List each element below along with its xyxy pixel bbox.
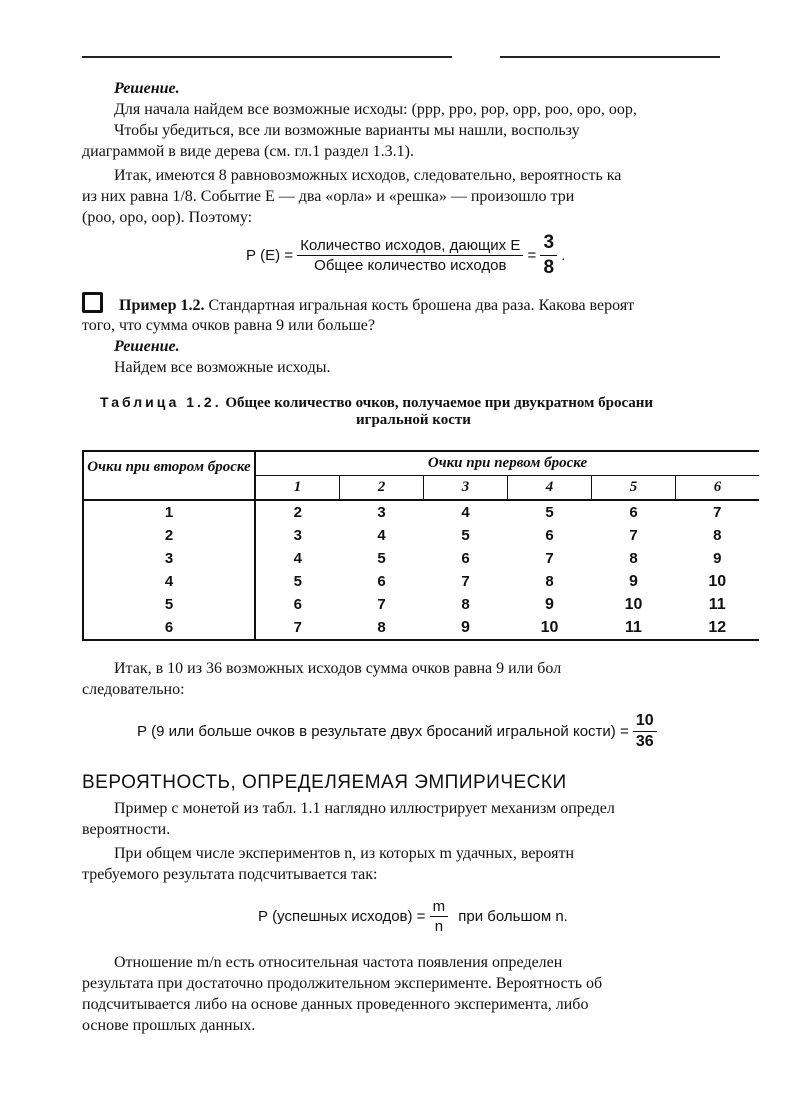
table-cell: 5 — [461, 527, 470, 544]
formula3-lhs: Р (успешных исходов) = — [258, 908, 426, 925]
solution-line-6: (роо, оро, оор). Поэтому: — [82, 209, 253, 226]
table-cell: 6 — [545, 527, 554, 544]
table-row — [83, 524, 759, 547]
section-p2-line-1: При общем числе экспериментов n, из которых m удачных, вероятн — [114, 845, 575, 862]
table-cell: 9 — [461, 618, 470, 636]
closing-line-4: основе прошлых данных. — [82, 1017, 256, 1034]
row-head: 2 — [83, 524, 255, 547]
table-cell: 8 — [629, 550, 638, 567]
probability-formula-2 — [137, 712, 657, 751]
table-cell: 7 — [461, 573, 470, 590]
table-cell: 9 — [545, 595, 554, 613]
formula2-fraction — [633, 712, 657, 751]
column-header: 2 — [340, 476, 424, 501]
solution-heading-1: Решение. — [114, 80, 180, 97]
table-cell: 9 — [713, 550, 722, 567]
solution-line-3: диаграммой в виде дерева (см. гл.1 раздел 1.3.1). — [82, 143, 414, 160]
table-cell: 4 — [461, 504, 470, 521]
table-body — [83, 500, 759, 640]
column-header: 5 — [592, 476, 676, 501]
table-caption-title-2: игральной кости — [356, 412, 471, 428]
formula1-period: . — [561, 247, 566, 264]
table-cell: 12 — [708, 618, 727, 636]
formula1-lhs: Р (Е) = — [246, 247, 294, 264]
formula1-result-num: 3 — [540, 232, 557, 256]
table-cell: 11 — [625, 618, 642, 636]
table-cell: 4 — [293, 550, 302, 567]
table-row — [83, 616, 759, 640]
row-head: 1 — [83, 500, 255, 524]
table-cell: 10 — [708, 572, 727, 590]
table-cell: 6 — [377, 573, 386, 590]
formula1-numerator: Количество исходов, дающих Е — [297, 237, 523, 256]
table-cell: 7 — [713, 504, 722, 521]
table-cell: 6 — [461, 550, 470, 567]
row-header-cell: Очки при втором броске — [83, 451, 255, 500]
dice-sum-table — [82, 450, 759, 641]
column-group-header: Очки при первом броске — [427, 455, 588, 471]
formula1-fraction — [297, 237, 523, 274]
closing-line-3: подсчитывается либо на основе данных проведенного эксперимента, либо — [82, 996, 589, 1013]
formula1-denominator: Общее количество исходов — [314, 257, 507, 274]
table-cell: 10 — [624, 595, 643, 613]
column-header: 3 — [424, 476, 508, 501]
table-cell: 8 — [545, 573, 554, 590]
table-cell: 8 — [713, 527, 722, 544]
example-line-1 — [82, 292, 800, 316]
table-row — [83, 593, 759, 616]
table-caption-title-1: Общее количество очков, получаемое при двукратном бросани — [225, 395, 654, 411]
table-cell: 7 — [545, 550, 554, 567]
formula1-result — [540, 232, 557, 279]
table-cell: 5 — [293, 573, 302, 590]
section-title: ВЕРОЯТНОСТЬ, ОПРЕДЕЛЯЕМАЯ ЭМПИРИЧЕСКИ — [82, 772, 567, 793]
table-cell: 7 — [293, 619, 302, 636]
closing-line-2: результата при достаточно продолжительном эксперименте. Вероятность об — [82, 975, 603, 992]
section-p1-line-2: вероятности. — [82, 821, 171, 838]
table-cell: 5 — [545, 504, 554, 521]
table-cell: 3 — [293, 527, 302, 544]
example-text-2: того, что сумма очков равна 9 или больше? — [82, 317, 376, 334]
row-head: 3 — [83, 547, 255, 570]
solution-line-5: из них равна 1/8. Событие Е — два «орла» и «решка» — произошло три — [82, 188, 575, 205]
table-caption-label: Таблица 1.2. — [100, 394, 222, 410]
after-table-line-2: следовательно: — [82, 681, 185, 698]
solution-line-4: Итак, имеются 8 равновозможных исходов, следовательно, вероятность ка — [114, 167, 622, 184]
example-label: Пример 1.2. — [119, 297, 205, 314]
closing-line-1: Отношение m/n есть относительная частота появления определен — [114, 954, 563, 971]
section-p1-line-1: Пример с монетой из табл. 1.1 наглядно иллюстрирует механизм определ — [114, 800, 615, 817]
table-cell: 8 — [377, 619, 386, 636]
solution-line-2: Чтобы убедиться, все ли возможные варианты мы нашли, воспользу — [114, 122, 580, 139]
column-header: 6 — [676, 476, 760, 501]
solution-text-2: Найдем все возможные исходы. — [114, 359, 331, 376]
probability-formula-3 — [258, 898, 568, 935]
table-caption — [100, 394, 800, 429]
section-p2-line-2: требуемого результата подсчитывается так: — [82, 866, 378, 883]
row-head: 5 — [83, 593, 255, 616]
table-cell: 2 — [293, 504, 302, 521]
table-row — [83, 570, 759, 593]
table-cell: 11 — [708, 595, 726, 613]
table-cell: 3 — [377, 504, 386, 521]
table-cell: 9 — [629, 572, 638, 590]
formula3-denominator: n — [434, 918, 444, 935]
formula1-equals: = — [527, 247, 537, 264]
table-cell: 7 — [377, 596, 386, 613]
table-cell: 4 — [377, 527, 386, 544]
table-cell: 6 — [629, 504, 638, 521]
solution-line-1: Для начала найдем все возможные исходы: (ррр, рро, рор, орр, роо, оро, оор, — [114, 101, 637, 118]
column-header: 1 — [255, 476, 340, 501]
table-row — [83, 547, 759, 570]
after-table-line-1: Итак, в 10 из 36 возможных исходов сумма очков равна 9 или бол — [114, 660, 562, 677]
column-header: 4 — [508, 476, 592, 501]
table-cell: 8 — [461, 596, 470, 613]
probability-formula-1 — [246, 232, 565, 279]
table-cell: 7 — [629, 527, 638, 544]
example-box-icon — [82, 292, 103, 313]
formula3-fraction — [430, 898, 449, 935]
top-rule-left — [82, 56, 452, 58]
formula2-lhs: Р (9 или больше очков в результате двух бросаний игральной кости) = — [137, 723, 629, 740]
table-cell: 6 — [293, 596, 302, 613]
solution-heading-2: Решение. — [114, 338, 180, 355]
formula2-numerator: 10 — [633, 712, 657, 732]
table-row — [83, 500, 759, 524]
formula1-result-den: 8 — [543, 257, 555, 278]
formula3-tail: при большом n. — [458, 908, 568, 925]
top-rule-right — [500, 56, 720, 58]
formula2-denominator: 36 — [635, 733, 654, 750]
table-cell: 10 — [540, 618, 559, 636]
example-text-1: Стандартная игральная кость брошена два раза. Какова вероят — [204, 297, 635, 314]
formula3-numerator: m — [430, 898, 449, 917]
table-cell: 5 — [377, 550, 386, 567]
row-head: 4 — [83, 570, 255, 593]
row-head: 6 — [83, 616, 255, 640]
